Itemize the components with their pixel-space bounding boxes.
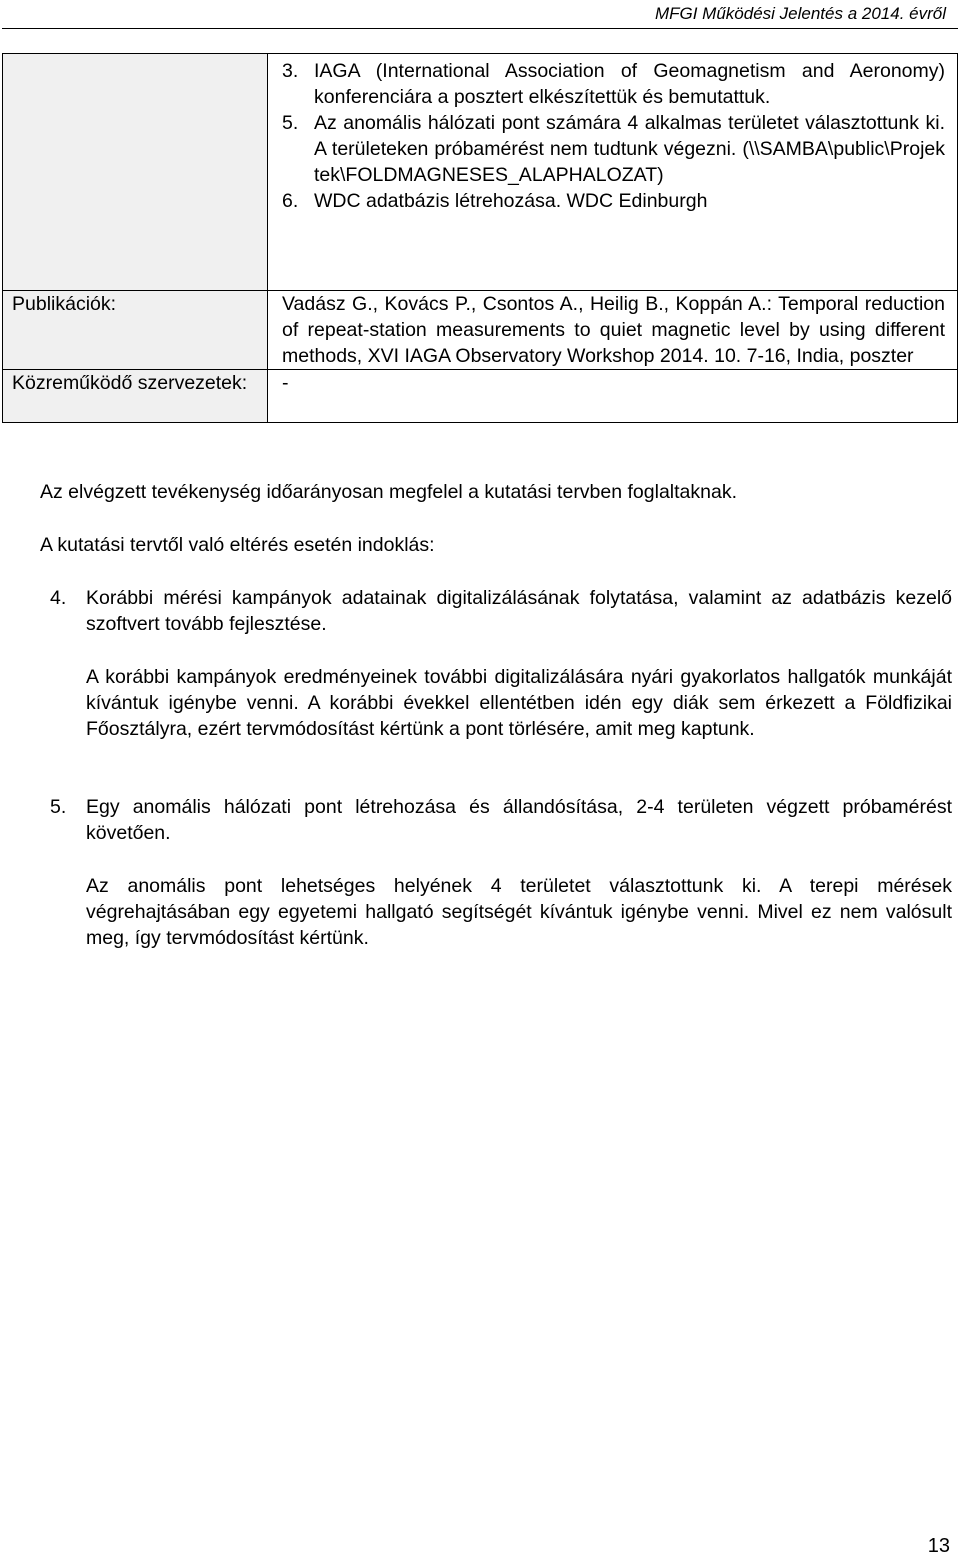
- item-text: WDC adatbázis létrehozása. WDC Edinburgh: [314, 190, 708, 212]
- running-header: MFGI Működési Jelentés a 2014. évről: [654, 4, 946, 23]
- plan-item-5: [50, 794, 952, 846]
- partners-label: Közreműködő szervezetek:: [3, 370, 268, 423]
- table-label-cell-empty: [3, 54, 268, 291]
- item-number: 4.: [50, 587, 67, 609]
- partners-value: -: [268, 370, 958, 423]
- item-text: Az anomális hálózati pont számára 4 alkalmas területet választottunk ki. A területeken próbamérést nem tudtunk végezni. (\\SAMBA\public\Projektek\FOLDMAGNESES_ALAPHALOZAT): [314, 112, 945, 186]
- item-text: IAGA (International Association of Geomagnetism and Aeronomy) konferenciára a posztert elkészítettük és bemutattuk.: [314, 60, 945, 108]
- plan-item-4: [50, 585, 952, 637]
- publication-entry: Vadász G., Kovács P., Csontos A., Heilig B., Koppán A.: Temporal reduction of repeat-station measurements to quiet magnetic level by using different methods, XVI IAGA Observatory Workshop 2014. 10. 7-16, India, poszter: [282, 293, 945, 367]
- list-item: [282, 110, 945, 188]
- item-number: 6.: [282, 190, 299, 212]
- progress-statement: Az elvégzett tevékenység időarányosan megfelel a kutatási tervben foglaltaknak.: [40, 481, 738, 503]
- item-number: 3.: [282, 60, 299, 82]
- report-table: [2, 53, 958, 423]
- table-row: [3, 291, 958, 370]
- header-divider: [2, 28, 958, 29]
- item-title: Egy anomális hálózati pont létrehozása és állandósítása, 2-4 területen végzett próbamérést követően.: [86, 796, 952, 844]
- publications-cell: [268, 291, 958, 370]
- publications-label: Publikációk:: [3, 291, 268, 370]
- page-number: 13: [927, 1535, 950, 1557]
- table-row: [3, 54, 958, 291]
- list-item: [282, 58, 945, 110]
- item-number: 5.: [50, 796, 67, 818]
- table-row: [3, 370, 958, 423]
- deviation-heading: A kutatási tervtől való eltérés esetén indoklás:: [40, 534, 435, 556]
- item-title: Korábbi mérési kampányok adatainak digitalizálásának folytatása, valamint az adatbázis kezelő szoftvert tovább fejlesztése.: [86, 587, 952, 635]
- activity-list-cell: [268, 54, 958, 291]
- list-item: [282, 188, 945, 214]
- plan-item-5-explanation: Az anomális pont lehetséges helyének 4 területet választottunk ki. A terepi mérések végrehajtásában egy egyetemi hallgató segítségét kívántuk igénybe venni. Mivel ez nem valósult meg, így tervmódosítást kértünk.: [86, 875, 952, 949]
- item-number: 5.: [282, 112, 299, 134]
- plan-item-4-explanation: A korábbi kampányok eredményeinek további digitalizálására nyári gyakorlatos hallgatók munkáját kívántuk igénybe venni. A korábbi évekkel ellentétben idén egy diák sem érkezett a Földfizikai Főosztályra, ezért tervmódosítást kértünk a pont törlésére, amit meg kaptunk.: [86, 666, 952, 740]
